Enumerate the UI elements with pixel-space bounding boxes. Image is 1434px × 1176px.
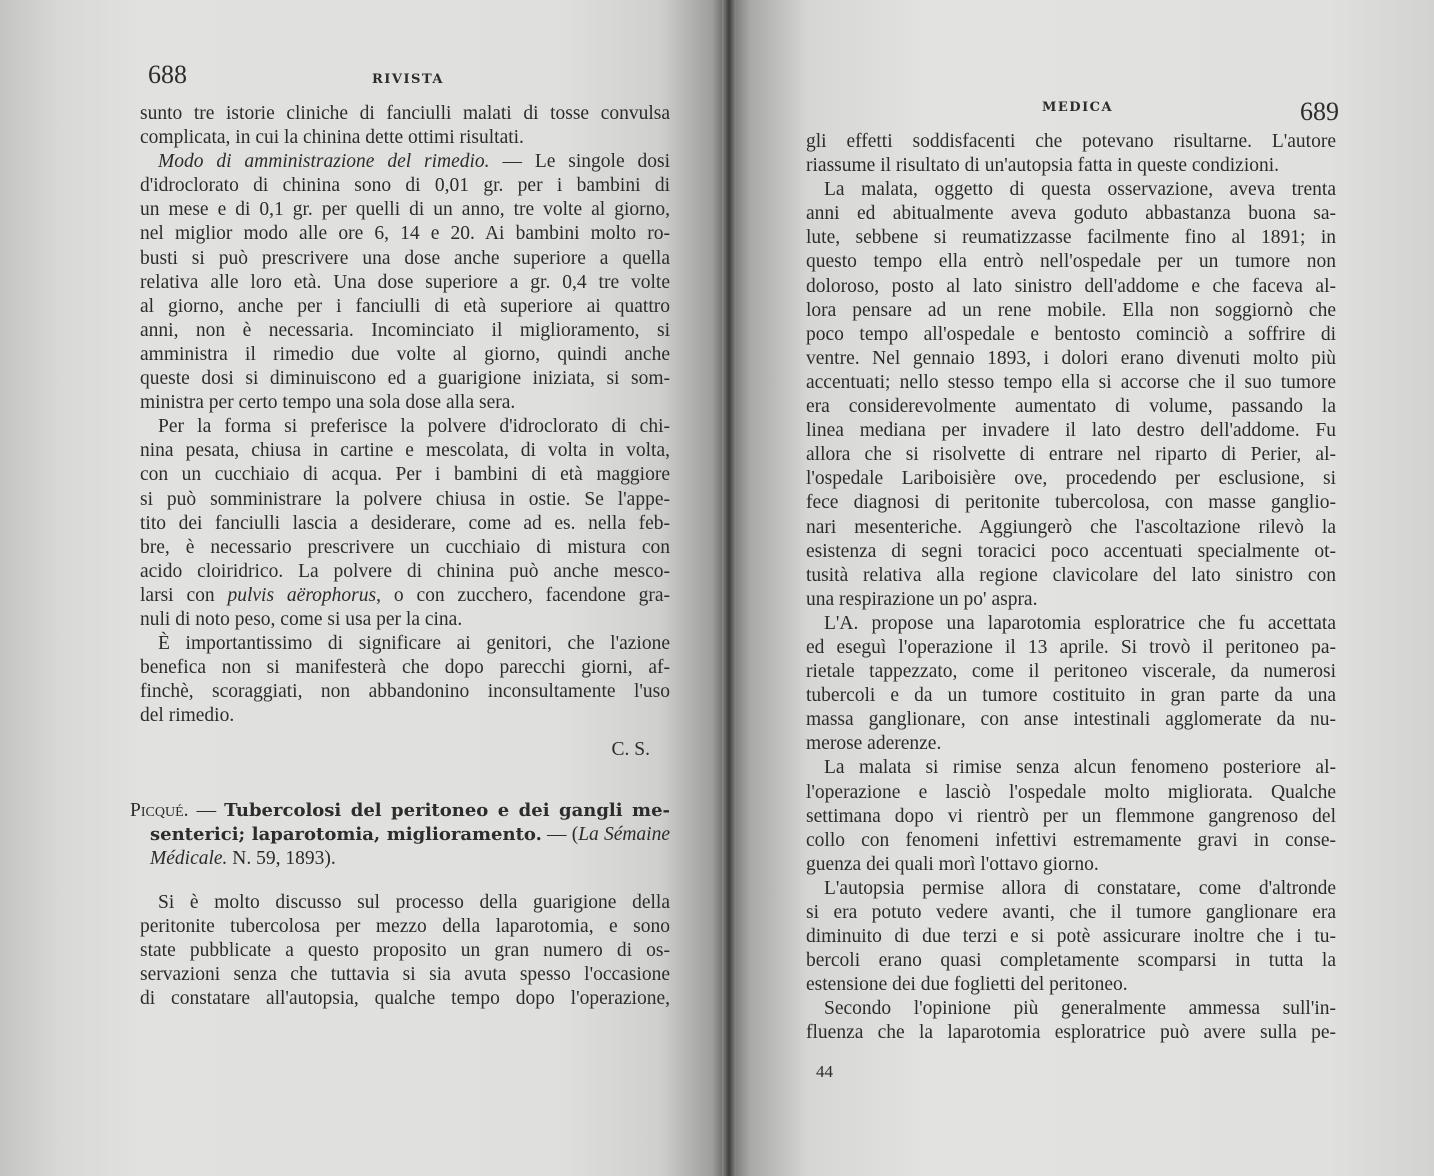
text-line: massa ganglionare, con anse intestinali agglomerate da nu- <box>806 709 1336 731</box>
text-line: amministra il rimedio due volte al giorno, quindi anche <box>140 343 670 365</box>
page-number: 688 <box>148 60 187 89</box>
journal-name: La Sémaine <box>578 823 671 845</box>
text-line: collo con fenomeni infettivi estremamente gravi in conse- <box>806 829 1336 851</box>
text-line: rietale tappezzato, come il peritoneo viscerale, da numerosi <box>806 661 1336 683</box>
text-line <box>140 584 670 608</box>
text-line: tito dei fanciulli lascia a desiderare, come ad es. nella feb- <box>140 512 670 534</box>
text-line: doloroso, posto al lato sinistro dell'addome e che faceva al- <box>806 275 1336 297</box>
text-line: bre, è necessario prescrivere un cucchiaio di mistura con <box>140 536 670 558</box>
text-line: L'A. propose una laparotomia esploratrice che fu accettata <box>824 612 1336 634</box>
text-line: nuli di noto peso, come si usa per la cina. <box>140 608 463 630</box>
text-line: anni ed abitualmente aveva goduto abbastanza buona sa- <box>806 203 1336 225</box>
paragraph <box>140 174 670 415</box>
text-fragment: larsi con <box>140 584 228 606</box>
left-body-text <box>130 102 671 1011</box>
text-line: merose aderenze. <box>806 733 942 755</box>
text-fragment: , o con zucchero, facendone gra- <box>376 584 670 606</box>
text-line <box>140 150 670 174</box>
text-line: fluenza che la laparotomia esploratrice può avere sulla pe- <box>806 1022 1336 1044</box>
book-gutter <box>722 0 736 1176</box>
text-line: l'operazione e lasciò l'ospedale molto migliorata. Qualche <box>806 781 1336 803</box>
text-line: gli effetti soddisfacenti che potevano risultarne. L'autore <box>806 131 1336 152</box>
text-line: fece diagnosi di peritonite tubercolosa, con masse ganglio- <box>806 492 1336 514</box>
text-line: riassume il risultato di un'autopsia fatta in queste condizioni. <box>806 155 1280 177</box>
text-line: esistenza di segni toracici poco accentuati specialmente ot- <box>806 540 1336 562</box>
text-line: relativa alle loro età. Una dose superiore a gr. 0,4 tre volte <box>140 271 670 293</box>
paragraph <box>140 891 670 1011</box>
text-line: nina pesata, chiusa in cartine e mescolata, di volta in volta, <box>140 440 670 462</box>
right-page <box>728 0 1434 1176</box>
text-fragment: — <box>188 799 225 821</box>
text-line: anni, non è necessaria. Incominciato il miglioramento, si <box>140 319 670 341</box>
article-title: senterici; laparotomia, miglioramento. <box>150 823 542 845</box>
text-line: Secondo l'opinione più generalmente ammessa sull'in- <box>824 998 1336 1020</box>
signature-mark: 44 <box>816 1062 833 1081</box>
text-line: del rimedio. <box>140 705 235 727</box>
journal-name: Médicale. <box>150 847 228 869</box>
text-line: queste dosi si diminuiscono ed a guarigione iniziata, si som- <box>140 368 670 390</box>
page-number: 689 <box>1300 97 1339 126</box>
text-line: era considerevolmente aumentato di volume, passando la <box>806 396 1336 418</box>
latin-term: pulvis aërophorus <box>227 584 377 606</box>
text-line: finchè, scoraggiati, non abbandonino inconsultamente l'uso <box>140 681 670 703</box>
article-heading <box>130 799 670 823</box>
text-line: allora che si risolvette di entrare nel riparto di Perier, al- <box>806 444 1336 466</box>
text-fragment: — ( <box>541 823 579 845</box>
text-line: busti si può prescrivere una dose anche superiore a quella <box>140 247 670 269</box>
text-fragment: — Le singole dosi <box>489 151 670 173</box>
article-heading <box>140 823 670 847</box>
text-line: Si è molto discusso sul processo della guarigione della <box>158 891 670 913</box>
text-line: linea mediana per invadere il lato destro dell'addome. Fu <box>806 420 1336 442</box>
running-head: MEDICA <box>1042 100 1114 115</box>
text-line: ministra per certo tempo una sola dose alla sera. <box>140 392 516 414</box>
text-line: estensione dei due foglietti del peritoneo. <box>806 974 1128 996</box>
text-line: si era potuto vedere avanti, che il tumore ganglionare era <box>806 902 1336 923</box>
text-line: al giorno, anche per i fanciulli di età superiore ai quattro <box>140 295 670 317</box>
article-author: Picqué. <box>130 799 189 821</box>
text-line: accentuati; nello stesso tempo ella si accorse che il suo tumore <box>806 371 1336 393</box>
text-line: diminuito di due terzi e si potè assicurare inoltre che i tu- <box>806 926 1336 948</box>
section-heading: Modo di amministrazione del rimedio. <box>158 151 490 173</box>
text-line: una respirazione un po' aspra. <box>806 588 1038 610</box>
text-line: guenza dei quali morì l'ottavo giorno. <box>806 853 1099 875</box>
text-fragment: N. 59, 1893). <box>227 847 336 869</box>
text-line: L'autopsia permise allora di constatare, come d'altronde <box>824 877 1336 899</box>
text-line: Per la forma si preferisce la polvere d'idroclorato di chi- <box>158 416 670 438</box>
text-line: benefica non si manifesterà che dopo parecchi giorni, af- <box>140 657 670 679</box>
text-line: un mese e di 0,1 gr. per quelli di un anno, tre volte al giorno, <box>140 199 670 221</box>
paragraph <box>140 415 670 584</box>
text-line: ed eseguì l'operazione il 13 aprile. Si trovò il peritoneo pa- <box>806 636 1336 658</box>
text-line: si può somministrare la polvere chiusa in ostie. Se l'appe- <box>140 488 670 510</box>
text-line: poco tempo all'ospedale e bentosto cominciò a soffrire di <box>806 323 1336 345</box>
text-line: È importantissimo di significare ai genitori, che l'azione <box>158 633 670 655</box>
text-line: sunto tre istorie cliniche di fanciulli malati di tosse convulsa <box>140 103 670 124</box>
text-line: ventre. Nel gennaio 1893, i dolori erano divenuti molto più <box>806 347 1336 369</box>
text-line: peritonite tubercolosa per mezzo della laparotomia, e sono <box>140 915 670 937</box>
article-title: Tubercolosi del peritoneo e dei gangli me- <box>224 799 671 821</box>
text-line: tubercoli e da un tumore costituito in gran parte da una <box>806 685 1336 707</box>
text-line: La malata si rimise senza alcun fenomeno posteriore al- <box>824 757 1336 779</box>
text-line: l'ospedale Lariboisière ove, procedendo per esclusione, si <box>806 468 1336 490</box>
text-line: con un cucchiaio di acqua. Per i bambini di età maggiore <box>140 464 670 486</box>
paragraph <box>140 632 670 728</box>
text-line: nel miglior modo alle ore 6, 14 e 20. Ai bambini molto ro- <box>140 223 670 245</box>
text-line: questo tempo ella entrò nell'ospedale per un tumore non <box>806 251 1336 273</box>
right-body-text <box>806 130 1336 1046</box>
text-line: di constatare all'autopsia, qualche tempo dopo l'operazione, <box>140 988 670 1010</box>
article-source <box>140 847 670 871</box>
text-line: settimana dopo vi rientrò per un flemmone gangrenoso del <box>806 805 1336 827</box>
text-line: servazioni senza che tuttavia si sia avuta spesso l'occasione <box>140 964 670 986</box>
text-line: lora pensare ad un rene mobile. Ella non soggiornò che <box>806 299 1336 321</box>
text-line: La malata, oggetto di questa osservazione, aveva trenta <box>824 179 1336 201</box>
text-line: acido cloiridrico. La polvere di chinina può anche mesco- <box>140 560 670 582</box>
text-line: tusità relativa alla regione clavicolare del lato sinistro con <box>806 564 1336 586</box>
author-initials: C. S. <box>611 739 650 761</box>
text-line: lute, sebbene si reumatizzasse facilmente fino al 1891; in <box>806 227 1336 249</box>
text-line: d'idroclorato di chinina sono di 0,01 gr. per i bambini di <box>140 175 670 197</box>
text-line: state pubblicate a questo proposito un gran numero di os- <box>140 940 670 961</box>
running-head: RIVISTA <box>372 72 444 87</box>
text-line: complicata, in cui la chinina dette ottimi risultati. <box>140 127 524 149</box>
text-line: bercoli erano quasi completamente scomparsi in tutta la <box>806 950 1336 972</box>
text-line: nari mesenteriche. Aggiungerò che l'ascoltazione rilevò la <box>806 516 1336 538</box>
